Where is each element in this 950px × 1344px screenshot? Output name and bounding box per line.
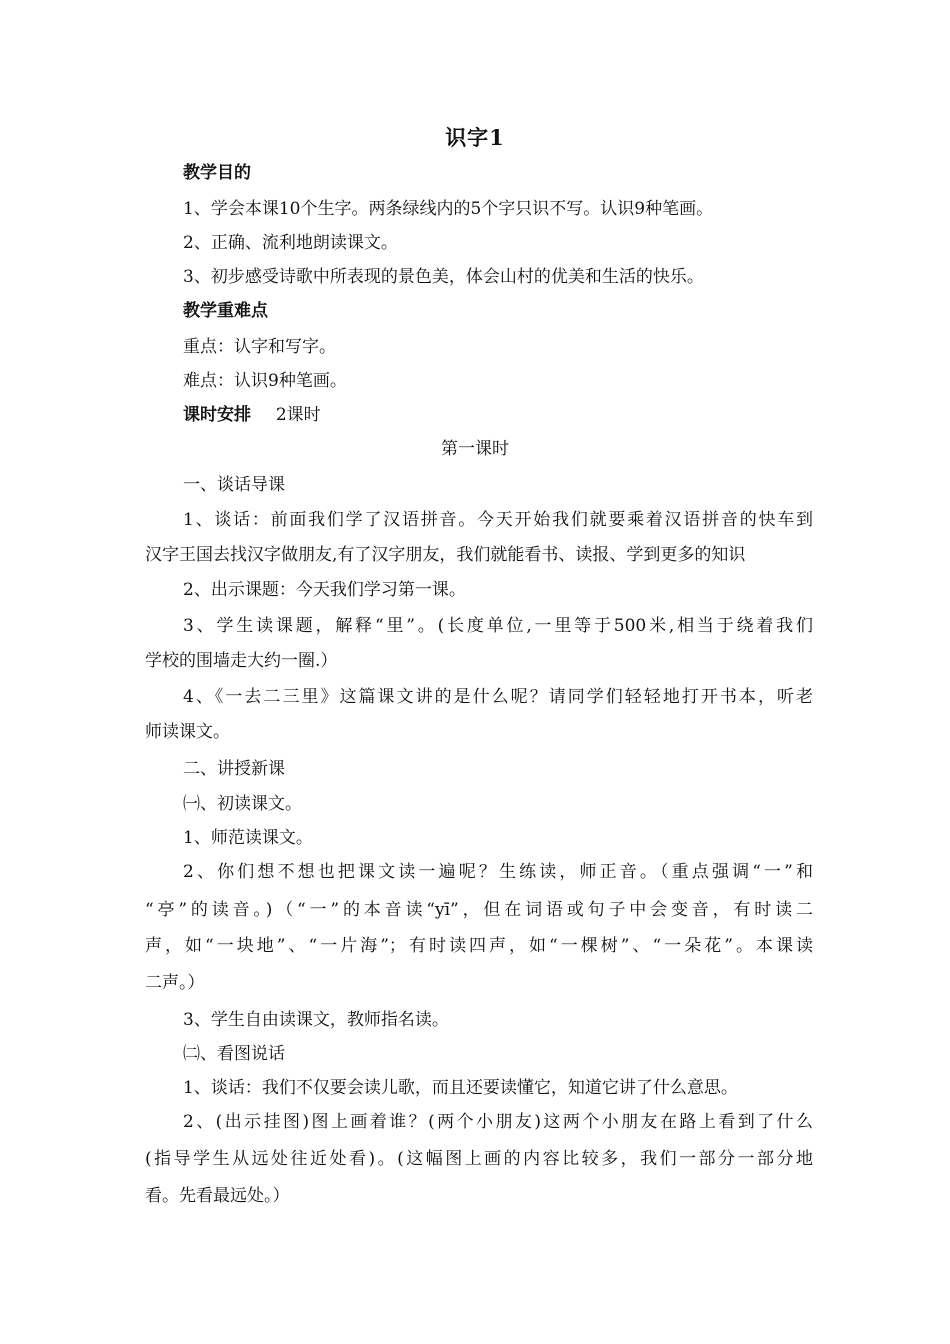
paragraph-line: 汉字王国去找汉字做朋友,有了汉字朋友，我们就能看书、读报、学到更多的知识	[145, 545, 746, 565]
key-point: 重点：认字和写字。	[183, 337, 336, 357]
objectives-heading: 教学目的	[183, 163, 251, 183]
paragraph-line: 3、学生读课题，解释“里”。(长度单位,一里等于500米,相当于绕着我们	[183, 616, 813, 636]
subsection-heading: ㈡、看图说话	[183, 1044, 285, 1064]
paragraph-line: 4、《一去二三里》这篇课文讲的是什么呢？请同学们轻轻地打开书本，听老	[183, 687, 813, 707]
paragraph-line: 二声。）	[145, 973, 205, 993]
paragraph-line: 1、师范读课文。	[183, 828, 313, 848]
paragraph-line: 2、(出示挂图)图上画着谁？(两个小朋友)这两个小朋友在路上看到了什么	[183, 1112, 813, 1132]
difficulty-point: 难点：认识9种笔画。	[183, 371, 347, 391]
paragraph-line: 3、学生自由读课文，教师指名读。	[183, 1010, 449, 1030]
paragraph-line: 看。先看最远处。）	[145, 1186, 290, 1206]
paragraph-line: 2、你们想不想也把课文读一遍呢？生练读，师正音。（重点强调“一”和	[183, 862, 813, 882]
lesson-title: 第一课时	[441, 439, 509, 459]
paragraph-line: 师读课文。	[145, 722, 230, 742]
subsection-heading: ㈠、初读课文。	[183, 794, 302, 814]
section-heading: 一、谈话导课	[183, 475, 285, 495]
paragraph-line: “亭”的读音。)（“一”的本音读“yī”，但在词语或句子中会变音，有时读二	[145, 900, 813, 920]
paragraph-line: 声，如“一块地”、“一片海”；有时读四声，如“一棵树”、“一朵花”。本课读	[145, 936, 813, 956]
paragraph-line: 1、谈话：前面我们学了汉语拼音。今天开始我们就要乘着汉语拼音的快车到	[183, 510, 813, 530]
schedule-value: 2课时	[275, 405, 321, 425]
objective-item: 1、学会本课10个生字。两条绿线内的5个字只识不写。认识9种笔画。	[183, 199, 714, 219]
key-points-heading: 教学重难点	[183, 301, 268, 321]
objective-item: 3、初步感受诗歌中所表现的景色美，体会山村的优美和生活的快乐。	[183, 267, 704, 287]
paragraph-line: 学校的围墙走大约一圈.）	[145, 651, 338, 671]
schedule-line	[183, 403, 813, 427]
section-heading: 二、讲授新课	[183, 759, 285, 779]
paragraph-line: 2、出示课题：今天我们学习第一课。	[183, 580, 466, 600]
objective-item: 2、正确、流利地朗读课文。	[183, 233, 398, 253]
document-title: 识字1	[445, 125, 505, 150]
paragraph-line: (指导学生从远处往近处看)。(这幅图上画的内容比较多，我们一部分一部分地	[145, 1149, 813, 1169]
schedule-heading: 课时安排	[183, 405, 251, 425]
paragraph-line: 1、谈话：我们不仅要会读儿歌，而且还要读懂它，知道它讲了什么意思。	[183, 1078, 738, 1098]
